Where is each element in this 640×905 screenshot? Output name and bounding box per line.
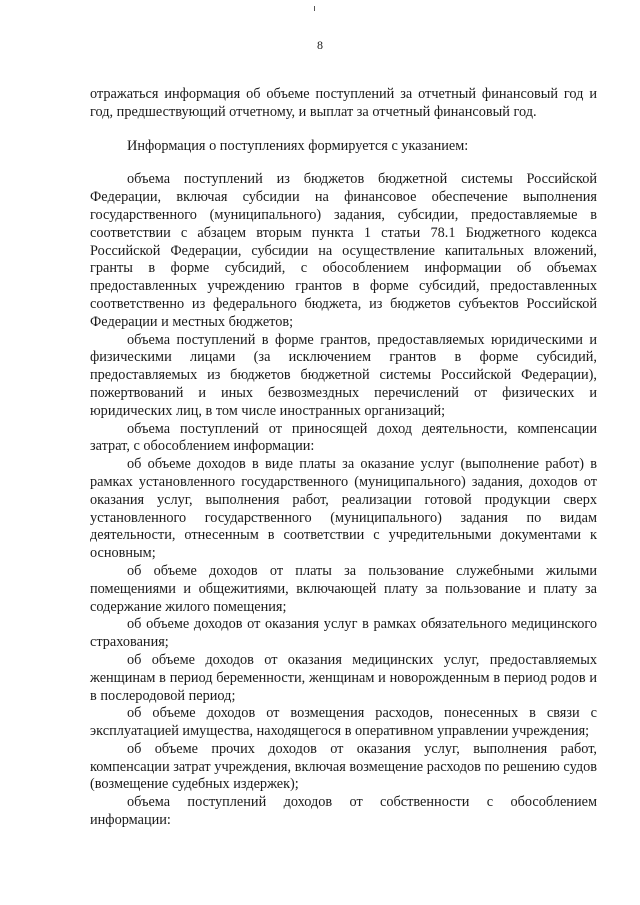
paragraph-property-income: объема поступлений доходов от собственности с обособлением информации: <box>90 794 597 829</box>
paragraph-housing-fees: об объеме доходов от платы за пользование служебными жилыми помещениями и общежитиями, включающей плату за пользование и плату за содержание жилого помещения; <box>90 562 597 615</box>
paragraph-continuation: отражаться информация об объеме поступлений за отчетный финансовый год и год, предшествующий отчетному, и выплат за отчетный финансовый год. <box>90 86 597 120</box>
paragraph-budget-receipts: объема поступлений из бюджетов бюджетной системы Российской Федерации, включая субсидии на финансовое обеспечение выполнения государственного (муниципального) задания, субсидии, предоставляемые в соответствии с абзацем вторым пункта 1 статьи 78.1 Бюджетного кодекса Российской Федерации, субсидии на осуществление капитальных вложений, гранты в форме субсидий, с обособлением информации об объемах предоставленных учреждению грантов в форме субсидий, предоставленных соответственно из федерального бюджета, из бюджетов субъектов Российской Федерации и местных бюджетов; <box>90 171 597 330</box>
paragraph-medical-insurance: об объеме доходов от оказания услуг в рамках обязательного медицинского страхования; <box>90 616 597 651</box>
paragraph-other-income: об объеме прочих доходов от оказания услуг, выполнения работ, компенсации затрат учреждения, включая возмещение расходов по решению судов (возмещение судебных издержек); <box>90 740 597 793</box>
paragraph-service-fees: об объеме доходов в виде платы за оказание услуг (выполнение работ) в рамках установленного государственного (муниципального) задания, доходов от оказания услуг, выполнения работ, реализации готовой продукции сверх установленного государственного (муниципального) задания по видам деятельности, отнесенным в соответствии с учредительными документами к основным; <box>90 456 597 562</box>
paragraph-maternity-services: об объеме доходов от оказания медицинских услуг, предоставляемых женщинам в период беременности, женщинам и новорожденным в период родов и в послеродовой период; <box>90 651 597 704</box>
paragraph-expense-reimbursement: об объеме доходов от возмещения расходов, понесенных в связи с эксплуатацией имущества, находящегося в оперативном управлении учреждения; <box>90 705 597 740</box>
page-number: 8 <box>317 38 323 52</box>
paragraph-income-activity: объема поступлений от приносящей доход деятельности, компенсации затрат, с обособлением информации: <box>90 420 597 455</box>
paragraph-grants: объема поступлений в форме грантов, предоставляемых юридическими и физическими лицами (за исключением грантов в форме субсидий, предоставляемых из бюджетов бюджетной системы Российской Федерации), пожертвований и иных безвозмездных перечислений от физических и юридических лиц, в том числе иностранных организаций; <box>90 331 597 419</box>
document-body <box>90 86 597 830</box>
scan-mark <box>314 6 315 11</box>
paragraph-intro: Информация о поступлениях формируется с указанием: <box>127 137 469 154</box>
